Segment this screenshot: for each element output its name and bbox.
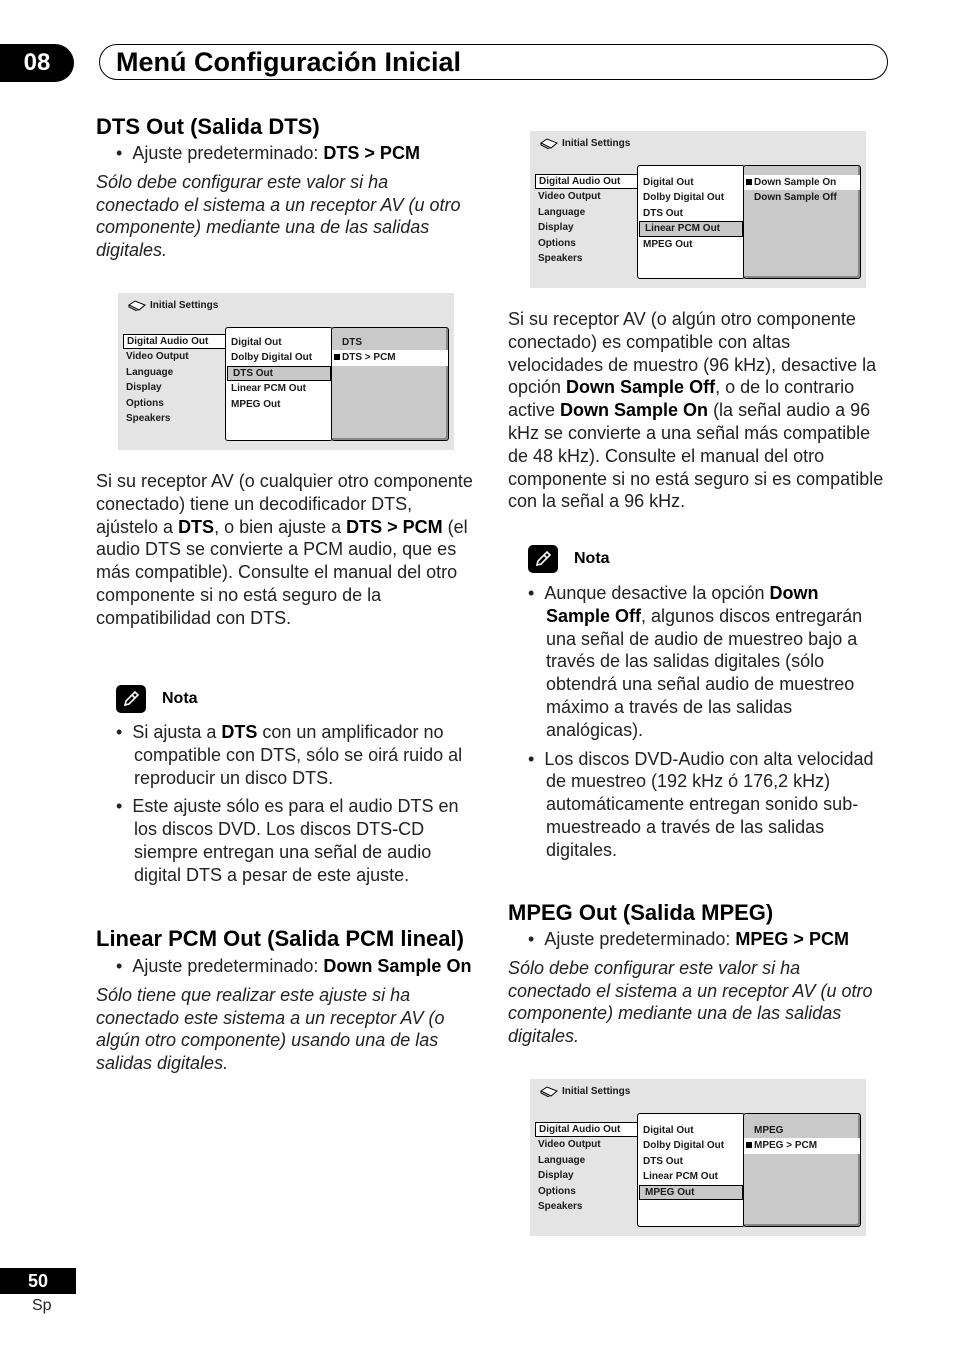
menu-item[interactable]: Digital Out [231, 337, 282, 348]
category-item[interactable]: Video Output [538, 1139, 601, 1151]
menu-screenshot-dts [118, 293, 454, 450]
category-list [535, 1122, 638, 1214]
pencil-icon [528, 545, 558, 573]
note-item: • Aunque desactive la opción Down Sample Off, algunos discos entregarán una señal de audio de muestreo bajo a través de las salidas digitales (sólo obtendrá una señal audio de muestreo máximo a través de las salidas analógicas). [528, 583, 863, 740]
page-number: 50 [0, 1268, 76, 1294]
options-panel [743, 1113, 861, 1227]
lpcm-notes [528, 582, 886, 862]
category-item[interactable]: Speakers [538, 1200, 583, 1212]
digital-audio-panel [225, 327, 333, 441]
dts-paragraph: Si su receptor AV (o cualquier otro componente conectado) tiene un decodificador DTS, ajústelo a DTS, o bien ajuste a DTS > PCM (el audio DTS se convierte a PCM audio, que es más compatible). Consulte el manual del otro componente si no está seguro de la compatibilidad con DTS. [96, 471, 473, 628]
section-mpeg-out [508, 899, 888, 1048]
option-item[interactable]: DTS [342, 337, 362, 348]
category-item[interactable]: Video Output [126, 351, 189, 363]
menu-item[interactable]: Dolby Digital Out [643, 192, 725, 204]
menu-item[interactable]: MPEG Out [643, 238, 693, 250]
note-header: Nota [116, 685, 198, 713]
disc-icon [540, 1086, 558, 1097]
category-item[interactable]: Display [538, 222, 574, 234]
current-marker-icon [746, 1142, 752, 1148]
section-intro: Sólo debe configurar este valor si ha conectado el sistema a un receptor AV (u otro componente) mediante una de las salidas digitales. [96, 171, 461, 261]
section-heading: Linear PCM Out (Salida PCM lineal) [96, 926, 464, 951]
option-item-current[interactable]: MPEG > PCM [744, 1138, 860, 1153]
category-item[interactable]: Display [538, 1170, 574, 1182]
menu-item[interactable]: Digital Out [643, 1125, 694, 1136]
note-header: Nota [528, 545, 610, 573]
pencil-icon [116, 685, 146, 713]
disc-icon [540, 138, 558, 149]
section-intro: Sólo tiene que realizar este ajuste si ha conectado este sistema a un receptor AV (o algún otro componente) usando una de las salidas digitales. [96, 984, 445, 1074]
current-marker-icon [334, 354, 340, 360]
category-list [123, 334, 226, 426]
menu-item-selected[interactable]: DTS Out [227, 366, 331, 381]
category-item[interactable]: Video Output [538, 191, 601, 203]
option-item-current[interactable]: DTS > PCM [332, 350, 448, 365]
section-heading: MPEG Out (Salida MPEG) [508, 900, 774, 925]
chapter-title: Menú Configuración Inicial [116, 47, 462, 77]
category-item[interactable]: Language [538, 206, 586, 218]
dts-notes [116, 721, 476, 887]
option-item[interactable]: MPEG [754, 1125, 784, 1136]
category-item[interactable]: Language [126, 366, 174, 378]
menu-title: Initial Settings [540, 138, 630, 149]
options-panel [743, 165, 861, 279]
lpcm-paragraph: Si su receptor AV (o algún otro componente conectado) es compatible con altas velocidades de muestro (96 kHz), desactive la opción Down Sample Off, o de lo contrario active Down Sample On (la señal audio a 96 kHz se convierte a una señal más compatible de 48 kHz). Consulte el manual del otro componente si no está seguro si es compatible con la señal a 96 kHz. [508, 309, 884, 512]
digital-audio-panel [637, 1113, 745, 1227]
category-item[interactable]: Display [126, 382, 162, 394]
section-heading: DTS Out (Salida DTS) [96, 114, 320, 139]
menu-item[interactable]: Digital Out [643, 177, 694, 188]
section-linear-pcm-out [96, 925, 476, 1075]
section-dts-out [96, 113, 476, 262]
option-item-current[interactable]: Down Sample On [744, 175, 860, 190]
digital-audio-panel [637, 165, 745, 279]
option-item[interactable]: Down Sample Off [754, 192, 837, 204]
default-setting: • Ajuste predeterminado: MPEG > PCM [528, 929, 849, 949]
menu-title: Initial Settings [540, 1086, 630, 1097]
category-item[interactable]: Digital Audio Out [535, 1122, 638, 1137]
category-item[interactable]: Language [538, 1154, 586, 1166]
menu-item[interactable]: DTS Out [643, 207, 683, 219]
category-item[interactable]: Options [538, 1185, 576, 1197]
menu-screenshot-linear-pcm [530, 131, 866, 288]
note-item: • Si ajusta a DTS con un amplificador no compatible con DTS, sólo se oirá ruido al reproducir un disco DTS. [116, 722, 463, 788]
note-item: • Los discos DVD-Audio con alta velocidad de muestreo (192 kHz ó 176,2 kHz) automáticamente entregan sonido sub-muestreado a través de las salidas digitales. [528, 748, 874, 860]
menu-item-selected[interactable]: MPEG Out [639, 1185, 743, 1200]
menu-item[interactable]: DTS Out [643, 1155, 683, 1167]
category-item[interactable]: Digital Audio Out [535, 174, 638, 189]
menu-screenshot-mpeg [530, 1079, 866, 1236]
category-item[interactable]: Options [538, 237, 576, 249]
category-item[interactable]: Options [126, 397, 164, 409]
menu-item[interactable]: Dolby Digital Out [231, 352, 313, 364]
language-code: Sp [32, 1297, 52, 1314]
default-setting: • Ajuste predeterminado: DTS > PCM [116, 143, 420, 163]
menu-item[interactable]: Linear PCM Out [643, 1171, 719, 1183]
category-item[interactable]: Speakers [126, 412, 171, 424]
section-intro: Sólo debe configurar este valor si ha conectado el sistema a un receptor AV (u otro componente) mediante una de las salidas digitales. [508, 957, 873, 1047]
category-list [535, 174, 638, 266]
disc-icon [128, 300, 146, 311]
current-marker-icon [746, 179, 752, 185]
category-item[interactable]: Speakers [538, 252, 583, 264]
options-panel [331, 327, 449, 441]
menu-item-selected[interactable]: Linear PCM Out [639, 221, 743, 236]
menu-item[interactable]: MPEG Out [231, 398, 281, 410]
note-item: • Este ajuste sólo es para el audio DTS en los discos DVD. Los discos DTS-CD siempre entregan una señal de audio digital DTS a pesar de este ajuste. [116, 796, 459, 885]
category-item[interactable]: Digital Audio Out [123, 334, 226, 349]
menu-item[interactable]: Linear PCM Out [231, 383, 307, 395]
chapter-number: 08 [0, 44, 74, 82]
menu-item[interactable]: Dolby Digital Out [643, 1140, 725, 1152]
default-setting: • Ajuste predeterminado: Down Sample On [116, 956, 472, 976]
menu-title: Initial Settings [128, 300, 218, 311]
